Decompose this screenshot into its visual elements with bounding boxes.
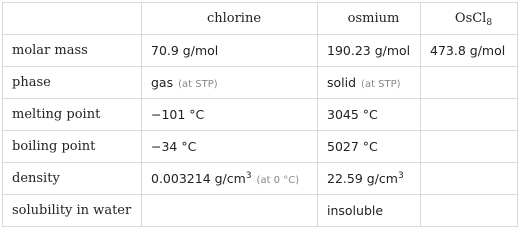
header-oscl8 [421, 3, 518, 35]
osmium-density [318, 163, 421, 195]
header-row [3, 3, 518, 35]
osmium-phase-condition: (at STP) [361, 79, 401, 90]
table-row-molar-mass [3, 35, 518, 67]
osmium-phase-value: solid [327, 75, 357, 90]
row-label: molar mass [3, 35, 142, 67]
chlorine-molar-mass: 70.9 g/mol [142, 35, 318, 67]
header-chlorine: chlorine [142, 3, 318, 35]
chlorine-boiling-point: −34 °C [142, 131, 318, 163]
row-label: phase [3, 67, 142, 99]
oscl8-molar-mass: 473.8 g/mol [421, 35, 518, 67]
row-label: melting point [3, 99, 142, 131]
osmium-phase [318, 67, 421, 99]
oscl8-phase [421, 67, 518, 99]
oscl8-solubility [421, 195, 518, 227]
osmium-boiling-point: 5027 °C [318, 131, 421, 163]
chlorine-phase [142, 67, 318, 99]
header-osmium: osmium [318, 3, 421, 35]
row-label: density [3, 163, 142, 195]
chlorine-density-condition: (at 0 °C) [256, 175, 300, 186]
row-label: boiling point [3, 131, 142, 163]
chlorine-phase-condition: (at STP) [178, 79, 218, 90]
table-row-solubility [3, 195, 518, 227]
chlorine-phase-value: gas [151, 75, 174, 90]
header-oscl8-subscript: 8 [486, 18, 493, 28]
header-oscl8-base: OsCl [454, 11, 487, 26]
osmium-density-value: 22.59 g/cm [327, 171, 398, 186]
chlorine-melting-point: −101 °C [142, 99, 318, 131]
oscl8-boiling-point [421, 131, 518, 163]
properties-table [2, 2, 518, 227]
oscl8-melting-point [421, 99, 518, 131]
chlorine-density-value: 0.003214 g/cm [151, 171, 246, 186]
osmium-melting-point: 3045 °C [318, 99, 421, 131]
osmium-solubility: insoluble [318, 195, 421, 227]
table-row-phase [3, 67, 518, 99]
table-row-melting-point [3, 99, 518, 131]
table-row-boiling-point [3, 131, 518, 163]
row-label: solubility in water [3, 195, 142, 227]
chlorine-density-exponent: 3 [245, 171, 252, 181]
chlorine-solubility [142, 195, 318, 227]
chlorine-density [142, 163, 318, 195]
header-empty-cell [3, 3, 142, 35]
table-row-density [3, 163, 518, 195]
osmium-density-exponent: 3 [397, 171, 404, 181]
oscl8-density [421, 163, 518, 195]
osmium-molar-mass: 190.23 g/mol [318, 35, 421, 67]
